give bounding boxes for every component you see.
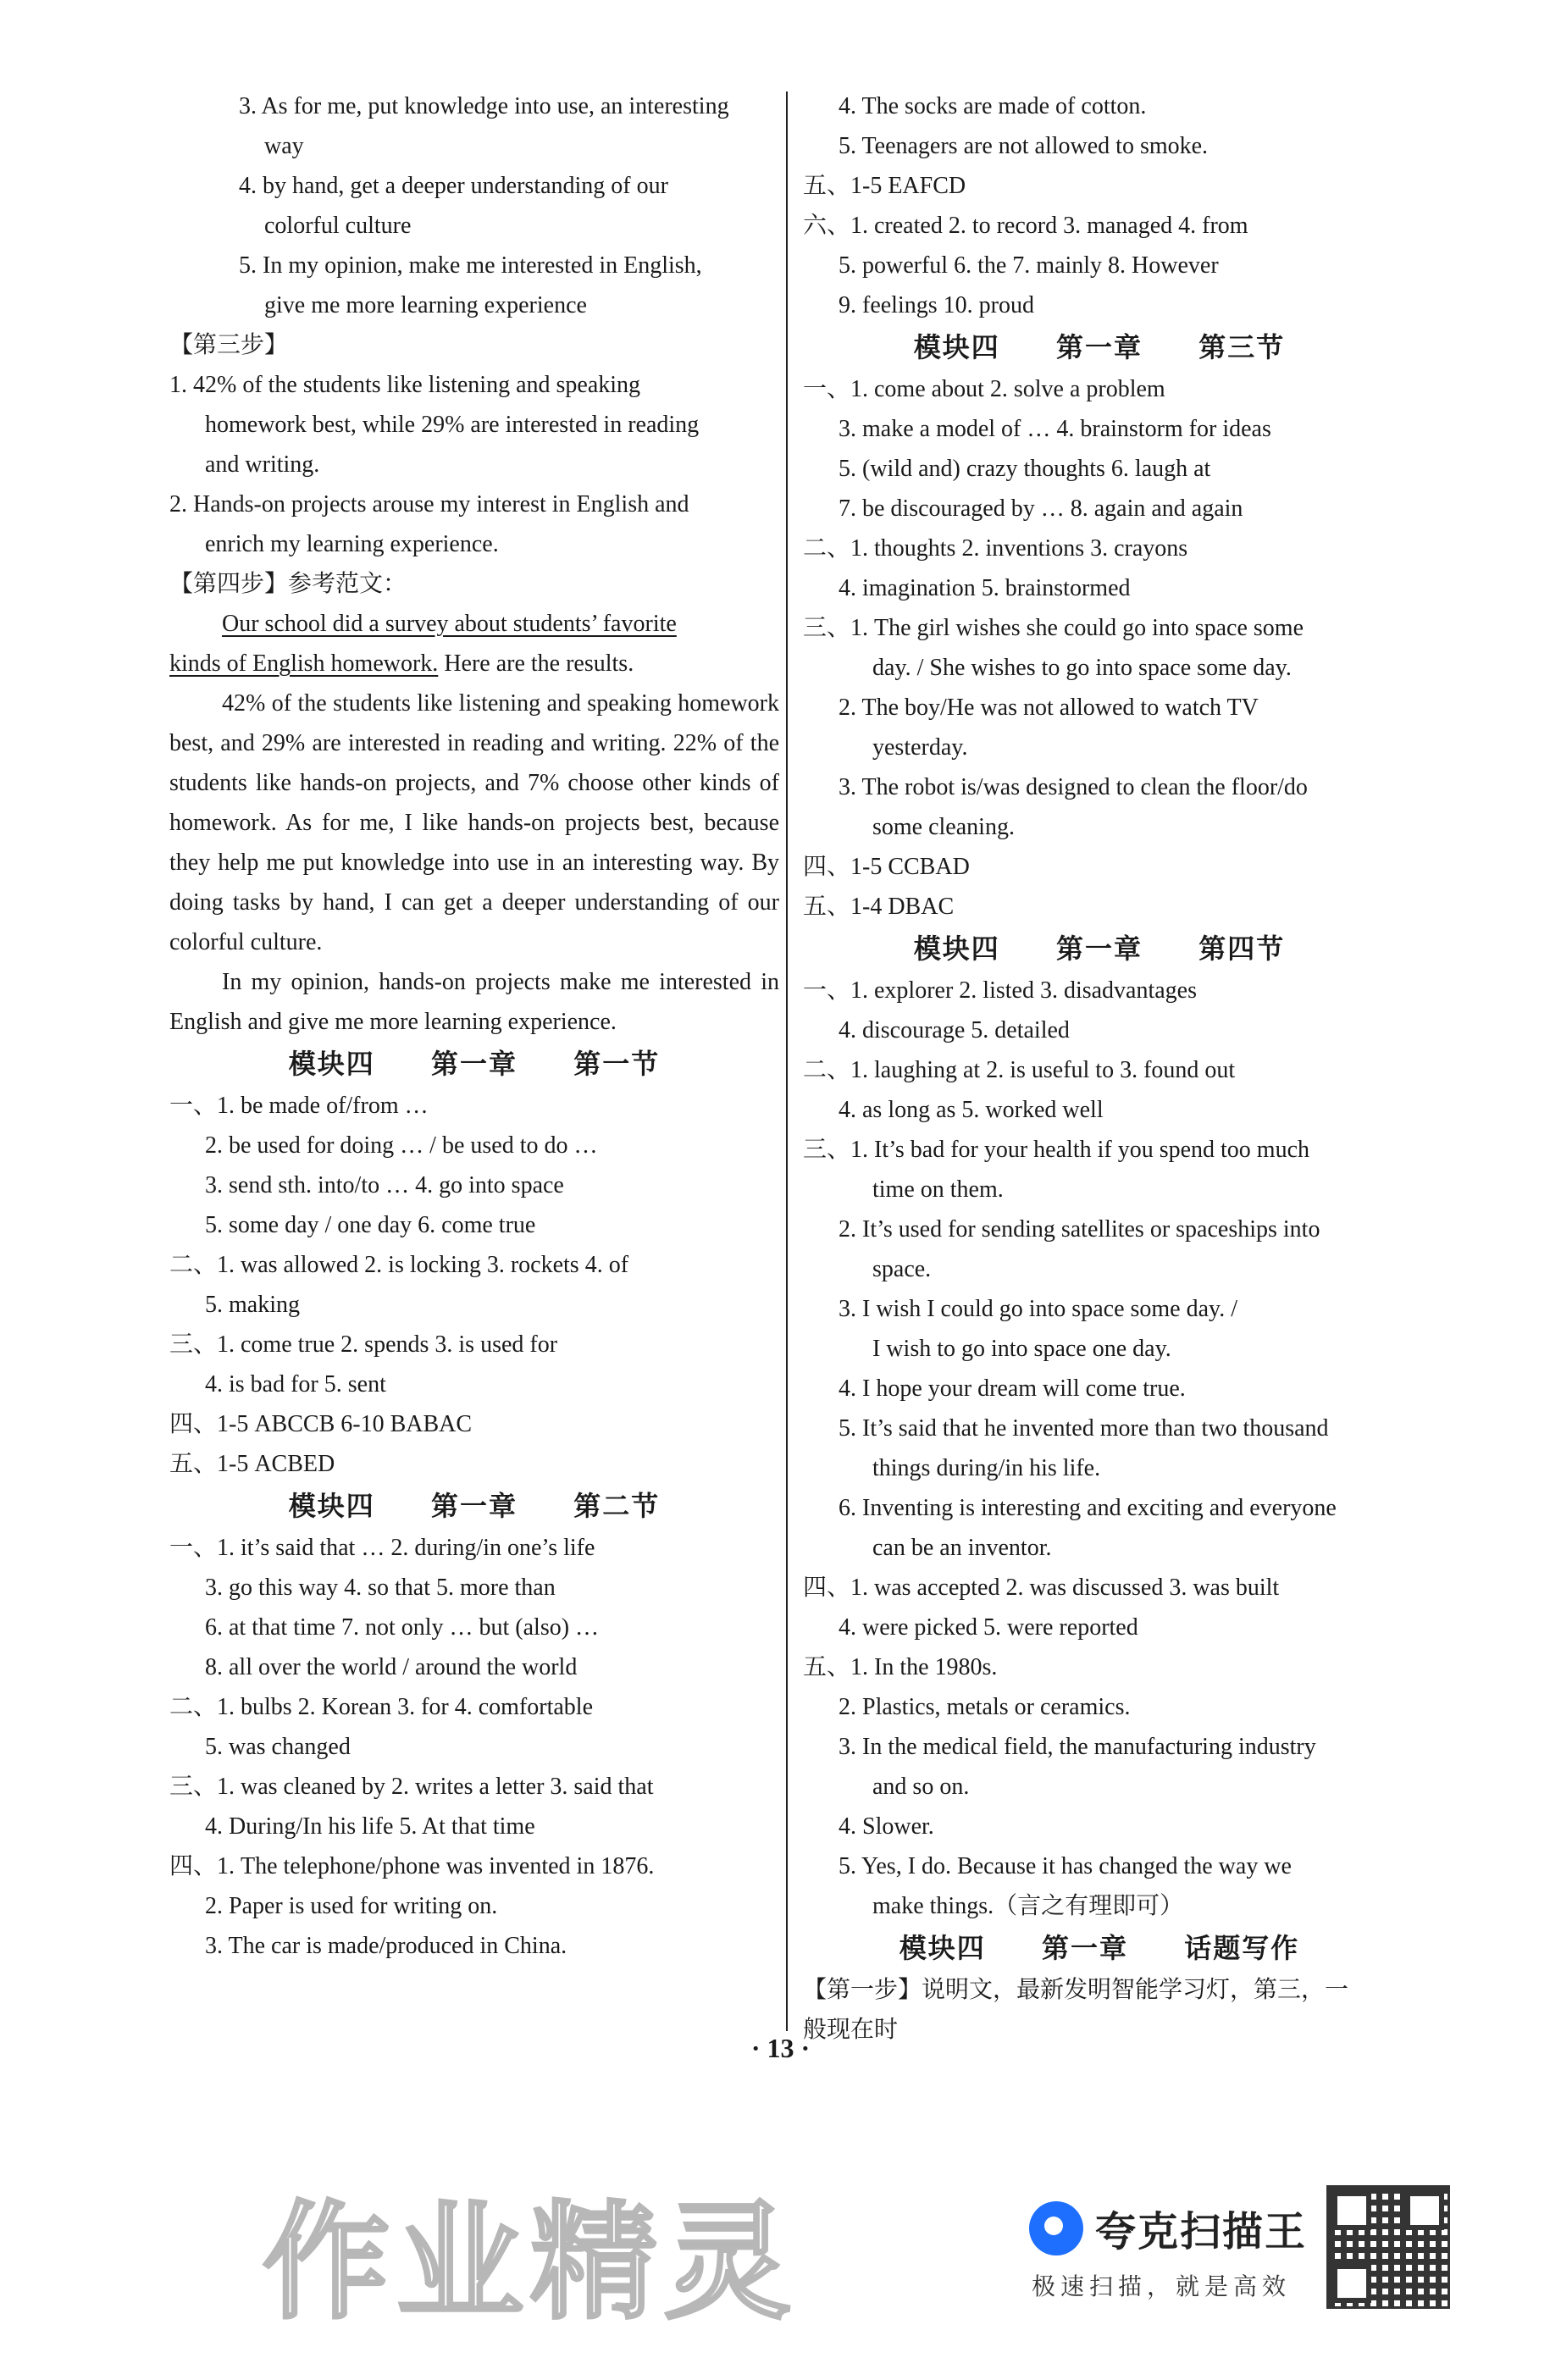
answer-line: can be an inventor. xyxy=(872,1535,1052,1561)
answer-line: 4. imagination 5. brainstormed xyxy=(839,575,1131,601)
answer-line: 4. discourage 5. detailed xyxy=(839,1017,1070,1043)
answer-line: day. / She wishes to go into space some day. xyxy=(872,655,1292,681)
answer-line: homework best, while 29% are interested in reading xyxy=(205,412,700,438)
section-heading: 模块四 第一章 第二节 xyxy=(288,1490,661,1522)
answer-line: 一、1. be made of/from … xyxy=(169,1093,429,1119)
answer-line: way xyxy=(264,133,304,159)
answer-line: 5. making xyxy=(205,1292,300,1318)
answer-line: 2. It’s used for sending satellites or spaceships into xyxy=(839,1216,1320,1243)
qr-finder-icon xyxy=(1332,2191,1371,2230)
section-heading: 模块四 第一章 话题写作 xyxy=(899,1932,1300,1964)
essay-paragraph-2: 42% of the students like listening and speaking homework best, and 29% are interested in reading and writing. 22% of the students like hands-on projects, and 7% choose other kinds of homework. As for me, I like hands-on projects best, because they help me put knowledge into use in an interesting way. By doing tasks by hand, I can get a deeper understanding of our colorful culture. xyxy=(169,690,779,955)
quark-logo-icon xyxy=(1029,2201,1083,2255)
answer-line: 【第一步】说明文，最新发明智能学习灯，第三，一 xyxy=(803,1977,1349,2003)
answer-line: 一、1. explorer 2. listed 3. disadvantages xyxy=(803,977,1198,1004)
answer-line: 4. is bad for 5. sent xyxy=(205,1371,386,1398)
answer-line: 五、1-5 ACBED xyxy=(169,1451,335,1477)
answer-line: 四、1. was accepted 2. was discussed 3. was built xyxy=(803,1575,1280,1601)
answer-line: time on them. xyxy=(872,1176,1004,1203)
answer-line: 五、1. In the 1980s. xyxy=(803,1654,998,1680)
answer-line: I wish to go into space one day. xyxy=(872,1336,1171,1362)
scanner-slogan: 极速扫描，就是高效 xyxy=(1032,2272,1292,2300)
answer-line: yesterday. xyxy=(872,734,968,761)
answer-line: 5. In my opinion, make me interested in English, xyxy=(239,252,702,279)
answer-line: 3. In the medical field, the manufacturing industry xyxy=(839,1734,1316,1760)
left-column xyxy=(169,86,779,1966)
answer-line: 3. go this way 4. so that 5. more than xyxy=(205,1575,556,1601)
answer-line: 8. all over the world / around the world xyxy=(205,1654,578,1680)
answer-line: 4. as long as 5. worked well xyxy=(839,1097,1104,1123)
answer-line: 5. powerful 6. the 7. mainly 8. However xyxy=(839,252,1219,279)
answer-line: 一、1. come about 2. solve a problem xyxy=(803,376,1165,402)
answer-line: 6. at that time 7. not only … but (also) … xyxy=(205,1614,600,1641)
answer-line: 3. make a model of … 4. brainstorm for ideas xyxy=(839,416,1271,442)
answer-line: give me more learning experience xyxy=(264,292,587,318)
answer-line: space. xyxy=(872,1256,932,1282)
answer-line: 二、1. bulbs 2. Korean 3. for 4. comfortable xyxy=(169,1694,593,1720)
answer-line: 二、1. thoughts 2. inventions 3. crayons xyxy=(803,535,1188,562)
answer-line: 2. The boy/He was not allowed to watch TV xyxy=(839,695,1259,721)
answer-line: 一、1. it’s said that … 2. during/in one’s life xyxy=(169,1535,595,1561)
answer-line: 5. Yes, I do. Because it has changed the way we xyxy=(839,1853,1292,1879)
watermark: 作业精灵 xyxy=(263,2189,799,2337)
essay-p1-rest: Here are the results. xyxy=(438,650,634,677)
answer-line: 7. be discouraged by … 8. again and again xyxy=(839,495,1243,522)
section-heading: 模块四 第一章 第四节 xyxy=(913,933,1286,965)
answer-line: 2. Plastics, metals or ceramics. xyxy=(839,1694,1131,1720)
answer-line: 2. Hands-on projects arouse my interest in English and xyxy=(169,491,689,518)
answer-line: 六、1. created 2. to record 3. managed 4. from xyxy=(803,213,1248,239)
answer-line: 5. Teenagers are not allowed to smoke. xyxy=(839,133,1209,159)
answer-line: 3. send sth. into/to … 4. go into space xyxy=(205,1172,564,1198)
answer-line: 3. The robot is/was designed to clean the floor/do xyxy=(839,774,1308,800)
answer-line: 3. I wish I could go into space some day. / xyxy=(839,1296,1237,1322)
answer-line: 三、1. was cleaned by 2. writes a letter 3. said that xyxy=(169,1774,654,1800)
answer-line: 【第三步】 xyxy=(169,332,289,358)
model-essay xyxy=(169,604,779,1042)
qr-code-icon xyxy=(1326,2185,1450,2309)
answer-line: 五、1-5 EAFCD xyxy=(803,173,966,199)
answer-line: 9. feelings 10. proud xyxy=(839,292,1034,318)
column-divider xyxy=(786,91,788,2031)
answer-line: and so on. xyxy=(872,1774,970,1800)
qr-finder-icon xyxy=(1405,2191,1444,2230)
answer-line: 三、1. It’s bad for your health if you spend too much xyxy=(803,1137,1310,1163)
answer-line: 三、1. The girl wishes she could go into space some xyxy=(803,615,1304,641)
answer-line: 3. The car is made/produced in China. xyxy=(205,1933,567,1959)
answer-line: and writing. xyxy=(205,451,320,478)
answer-line: 四、1-5 CCBAD xyxy=(803,854,970,880)
scanner-logo xyxy=(1029,2199,1307,2257)
qr-finder-icon xyxy=(1332,2264,1371,2303)
answer-line: 3. As for me, put knowledge into use, an interesting xyxy=(239,93,729,119)
page-number: · 13 · xyxy=(750,2033,811,2063)
answer-line: 5. (wild and) crazy thoughts 6. laugh at xyxy=(839,456,1211,482)
answer-line: 4. The socks are made of cotton. xyxy=(839,93,1147,119)
answer-line: 4. I hope your dream will come true. xyxy=(839,1375,1186,1402)
answer-line: 四、1-5 ABCCB 6-10 BABAC xyxy=(169,1411,473,1437)
answer-line: 五、1-4 DBAC xyxy=(803,894,955,920)
answer-line: 三、1. come true 2. spends 3. is used for xyxy=(169,1331,558,1358)
essay-paragraph-1 xyxy=(169,604,779,684)
right-column xyxy=(803,86,1396,2050)
essay-paragraph-3: In my opinion, hands-on projects make me interested in English and give me more learning experience. xyxy=(169,969,779,1035)
essay-underlined-a: Our school did a survey about students’ favorite xyxy=(222,611,677,637)
scanner-name: 夸克扫描王 xyxy=(1095,2208,1308,2255)
left-answers-bottom xyxy=(169,1042,779,1966)
answer-line: 4. by hand, get a deeper understanding of our xyxy=(239,173,668,199)
answer-line: things during/in his life. xyxy=(872,1455,1101,1481)
answer-line: 二、1. was allowed 2. is locking 3. rockets 4. of xyxy=(169,1252,629,1278)
answer-line: 4. were picked 5. were reported xyxy=(839,1614,1138,1641)
answer-line: 6. Inventing is interesting and exciting and everyone xyxy=(839,1495,1337,1521)
left-answers-top xyxy=(169,86,779,604)
answer-line: 1. 42% of the students like listening and speaking xyxy=(169,372,641,398)
answer-line: some cleaning. xyxy=(872,814,1015,840)
section-heading: 模块四 第一章 第一节 xyxy=(288,1048,661,1080)
answer-line: make things.（言之有理即可） xyxy=(872,1893,1184,1919)
answer-line: 【第四步】参考范文： xyxy=(169,571,407,597)
answer-line: 般现在时 xyxy=(803,2017,899,2043)
answer-line: 5. It’s said that he invented more than two thousand xyxy=(839,1415,1329,1442)
answer-line: 4. Slower. xyxy=(839,1813,934,1840)
answer-line: 5. some day / one day 6. come true xyxy=(205,1212,536,1238)
answer-line: 5. was changed xyxy=(205,1734,351,1760)
answer-line: 2. be used for doing … / be used to do … xyxy=(205,1132,598,1159)
answer-line: 四、1. The telephone/phone was invented in 1876. xyxy=(169,1853,655,1879)
answer-line: 4. During/In his life 5. At that time xyxy=(205,1813,535,1840)
answer-line: 二、1. laughing at 2. is useful to 3. found out xyxy=(803,1057,1236,1083)
answer-line: colorful culture xyxy=(264,213,412,239)
answer-line: 2. Paper is used for writing on. xyxy=(205,1893,498,1919)
answer-line: enrich my learning experience. xyxy=(205,531,499,557)
section-heading: 模块四 第一章 第三节 xyxy=(913,331,1286,363)
essay-underlined-b: kinds of English homework. xyxy=(169,650,439,677)
